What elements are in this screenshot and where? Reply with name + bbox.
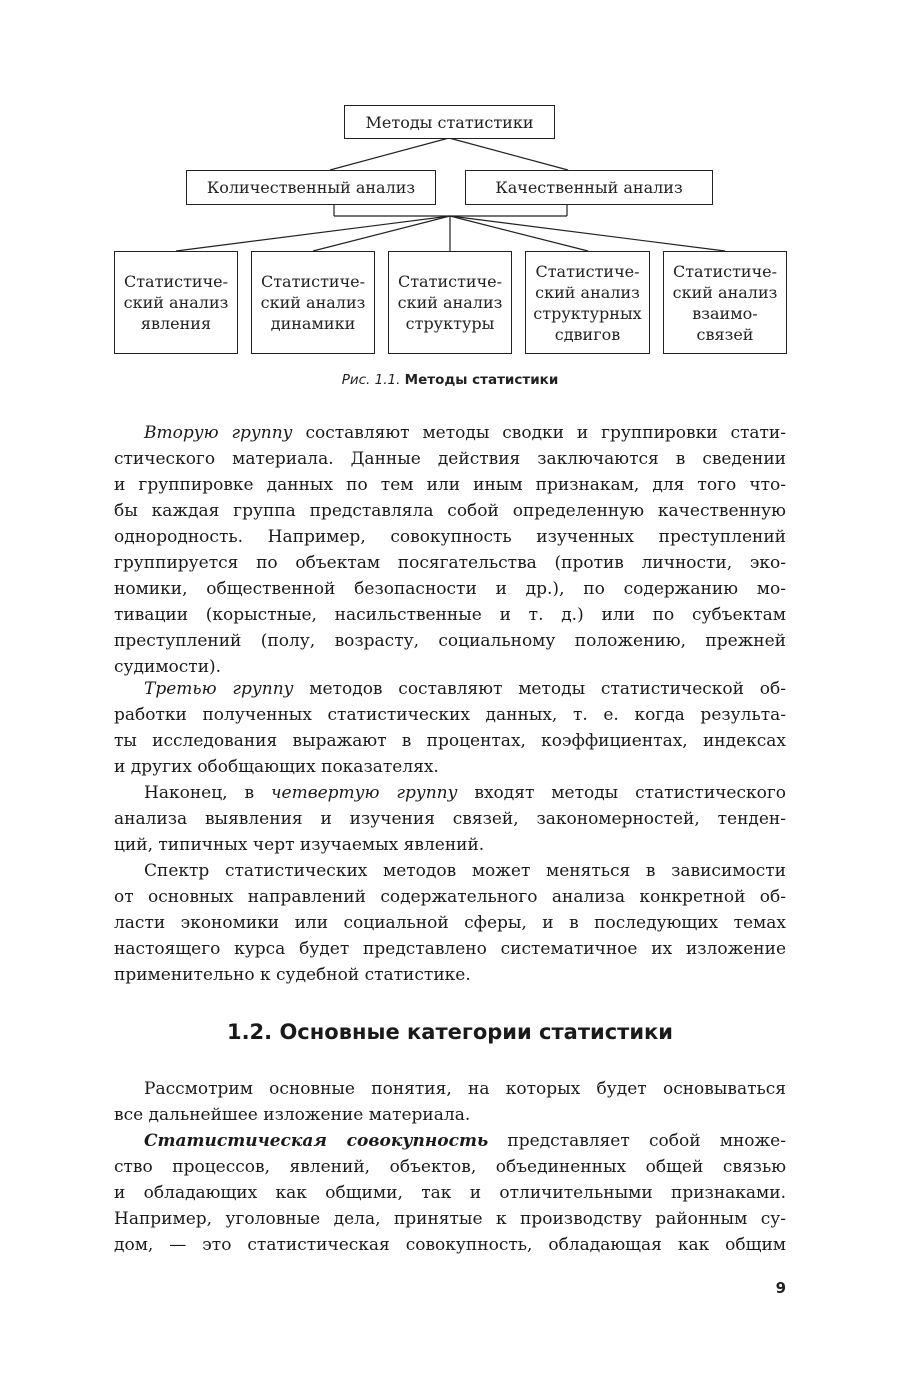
connector-fan-1 bbox=[176, 216, 450, 251]
diagram-leaf-box bbox=[251, 251, 375, 354]
diagram-leaf-label: Статистиче- ский анализ структуры bbox=[397, 272, 503, 333]
diagram-leaf-box bbox=[525, 251, 650, 354]
text-line: тивации (корыстные, насильственные и т. д.) или по субъектам bbox=[114, 605, 786, 625]
diagram-leaf-box bbox=[114, 251, 238, 354]
connector-fan-5 bbox=[450, 216, 725, 251]
term-emphasis: Статистическая совокупность bbox=[144, 1131, 489, 1151]
text-line: от основных направлений содержательного анализа конкретной об- bbox=[114, 887, 786, 907]
diagram-qualitative-label: Качественный анализ bbox=[495, 178, 683, 197]
text-run: методов составляют методы статистической об- bbox=[293, 679, 786, 699]
diagram-leaf-label: Статистиче- ский анализ динамики bbox=[260, 272, 366, 333]
text-line: применительно к судебной статистике. bbox=[114, 965, 471, 985]
diagram-leaf-box bbox=[663, 251, 787, 354]
paragraph-first-line: Спектр статистических методов может меняться в зависимости bbox=[144, 861, 786, 881]
text-line: номики, общественной безопасности и др.), по содержанию мо- bbox=[114, 579, 786, 599]
text-run: Наконец, в bbox=[144, 783, 271, 803]
paragraph-first-line bbox=[114, 1128, 786, 1154]
connector-root-left bbox=[330, 138, 449, 170]
text-run: составляют методы сводки и группировки стати- bbox=[292, 423, 786, 443]
text-line: Например, уголовные дела, принятые к производству районным су- bbox=[114, 1209, 786, 1229]
text-run: представляет собой множе- bbox=[488, 1131, 786, 1151]
text-line: анализа выявления и изучения связей, закономерностей, тенден- bbox=[114, 809, 786, 829]
paragraph bbox=[114, 676, 786, 780]
text-line: все дальнейшее изложение материала. bbox=[114, 1105, 471, 1125]
paragraph-first-line bbox=[114, 780, 786, 806]
emphasis: Третью группу bbox=[144, 679, 294, 699]
paragraph-first-line bbox=[114, 676, 786, 702]
diagram-quantitative-box bbox=[186, 170, 436, 205]
paragraph-first-line bbox=[114, 420, 786, 446]
section-heading: 1.2. Основные категории статистики bbox=[226, 1020, 674, 1044]
text-run: входят методы статистического bbox=[457, 783, 786, 803]
figure-caption-title: Методы статистики bbox=[404, 372, 559, 388]
connector-root-right bbox=[449, 138, 568, 170]
methods-diagram bbox=[0, 0, 900, 370]
paragraph bbox=[114, 420, 786, 680]
paragraph bbox=[114, 1128, 786, 1258]
text-line: ций, типичных черт изучаемых явлений. bbox=[114, 835, 485, 855]
diagram-quantitative-label: Количественный анализ bbox=[206, 178, 416, 197]
text-line: ство процессов, явлений, объектов, объединенных общей связью bbox=[114, 1157, 786, 1177]
emphasis: Вторую группу bbox=[144, 423, 293, 443]
diagram-leaf-box bbox=[388, 251, 512, 354]
diagram-root-label: Методы статистики bbox=[365, 112, 534, 132]
text-line: преступлений (полу, возрасту, социальному положению, прежней bbox=[114, 631, 786, 651]
text-line: и обладающих как общими, так и отличительными признаками. bbox=[114, 1183, 786, 1203]
text-line: группируется по объектам посягательства (против личности, эко- bbox=[114, 553, 786, 573]
text-line: бы каждая группа представляла собой определенную качественную bbox=[114, 501, 786, 521]
text-line: и других обобщающих показателях. bbox=[114, 757, 439, 777]
diagram-leaf-label: Статистиче- ский анализ структурных сдвигов bbox=[533, 261, 642, 344]
text-line: стического материала. Данные действия заключаются в сведении bbox=[114, 449, 786, 469]
paragraph bbox=[114, 858, 786, 988]
text-line: настоящего курса будет представлено систематичное их изложение bbox=[114, 939, 786, 959]
diagram-qualitative-box bbox=[465, 170, 713, 205]
paragraph bbox=[114, 780, 786, 858]
paragraph-first-line: Рассмотрим основные понятия, на которых будет основываться bbox=[144, 1079, 786, 1099]
diagram-leaf-label: Статистиче- ский анализ взаимо- связей bbox=[672, 261, 778, 344]
page-number: 9 bbox=[775, 1279, 786, 1297]
diagram-root-box bbox=[344, 105, 555, 139]
text-line: судимости). bbox=[114, 657, 222, 677]
diagram-leaf-label: Статистиче- ский анализ явления bbox=[123, 272, 229, 333]
text-line: и группировке данных по тем или иным признакам, для того что- bbox=[114, 475, 786, 495]
emphasis: четвертую группу bbox=[270, 783, 458, 803]
figure-caption-number: Рис. 1.1. bbox=[341, 372, 401, 388]
text-line: однородность. Например, совокупность изученных преступлений bbox=[114, 527, 786, 547]
paragraph bbox=[114, 1076, 786, 1128]
text-line: работки полученных статистических данных, т. е. когда результа- bbox=[114, 705, 786, 725]
text-line: ты исследования выражают в процентах, коэффициентах, индексах bbox=[114, 731, 786, 751]
figure-caption bbox=[0, 372, 900, 388]
text-line: ласти экономики или социальной сферы, и в последующих темах bbox=[114, 913, 786, 933]
text-line: дом, — это статистическая совокупность, обладающая как общим bbox=[114, 1235, 786, 1255]
connector-fan-4 bbox=[450, 216, 588, 251]
connector-fan-2 bbox=[313, 216, 450, 251]
